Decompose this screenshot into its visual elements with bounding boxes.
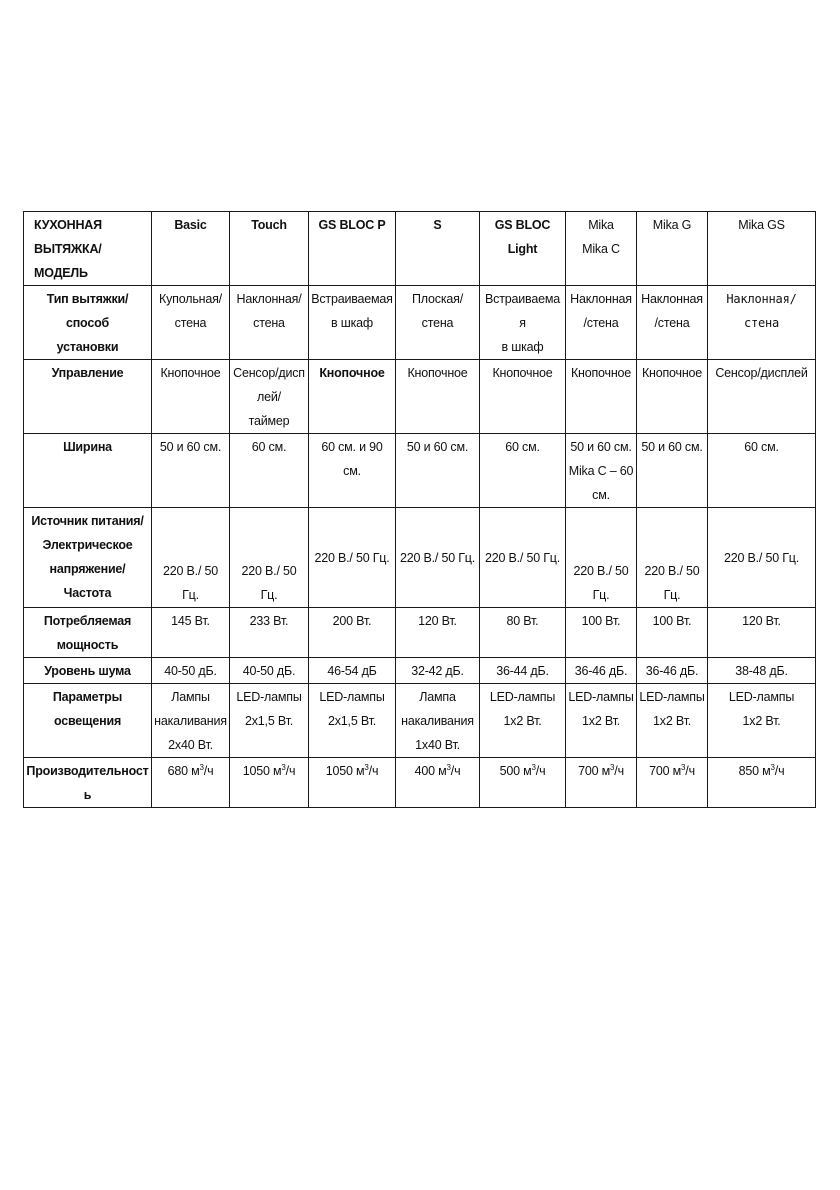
table-cell bbox=[566, 608, 637, 658]
table-cell bbox=[566, 758, 637, 808]
cell-line: Лампы bbox=[171, 690, 210, 704]
cell-line: 60 см. bbox=[251, 440, 287, 454]
unit-sup: 3 bbox=[364, 762, 369, 772]
cell-line: 1x2 Вт. bbox=[742, 714, 781, 728]
table-row bbox=[24, 286, 816, 360]
cell-line: 40-50 дБ. bbox=[164, 664, 217, 678]
table-cell bbox=[708, 684, 816, 758]
cell-line: 120 Вт. bbox=[742, 614, 781, 628]
cell-line: в шкаф bbox=[501, 340, 544, 354]
cell-line: стена bbox=[421, 316, 454, 330]
header-row bbox=[24, 212, 816, 286]
cell-line: стена bbox=[253, 316, 285, 330]
row-label: Электрическое bbox=[42, 538, 133, 552]
unit-tail: /ч bbox=[450, 764, 461, 778]
cell-line: таймер bbox=[248, 414, 290, 428]
cell-line: LED-лампы bbox=[639, 690, 705, 704]
cell-line: 1x40 Вт. bbox=[415, 738, 460, 752]
table-cell bbox=[396, 360, 480, 434]
row-label-cell bbox=[24, 508, 152, 608]
table-cell bbox=[708, 360, 816, 434]
row-label-cell bbox=[24, 286, 152, 360]
unit-tail: /ч bbox=[774, 764, 785, 778]
model-header-cell bbox=[480, 212, 566, 286]
unit-tail: /ч bbox=[285, 764, 296, 778]
table-cell bbox=[152, 286, 230, 360]
cell-line: 220 В./ 50 Гц. bbox=[399, 551, 476, 565]
cell-line: 100 Вт. bbox=[652, 614, 692, 628]
cell-line: 220 В./ 50 bbox=[573, 564, 629, 578]
table-cell bbox=[480, 684, 566, 758]
table-cell bbox=[480, 758, 566, 808]
cell-line: 200 Вт. bbox=[332, 614, 372, 628]
cell-line: 40-50 дБ. bbox=[242, 664, 296, 678]
cell-line: 220 В./ 50 bbox=[644, 564, 700, 578]
cell-value: 850 м bbox=[738, 764, 771, 778]
cell-value: 1050 м bbox=[242, 764, 282, 778]
cell-line: Лампа bbox=[419, 690, 456, 704]
table-cell bbox=[309, 758, 396, 808]
cell-line: 60 см. bbox=[505, 440, 540, 454]
table-cell bbox=[396, 758, 480, 808]
table-row bbox=[24, 608, 816, 658]
cell-line: Кнопочное bbox=[160, 366, 221, 380]
row-label: напряжение/ bbox=[49, 562, 126, 576]
row-label: Тип вытяжки/способ bbox=[46, 292, 129, 330]
table-cell bbox=[309, 360, 396, 434]
model-name: Mika bbox=[588, 218, 614, 232]
table-cell bbox=[152, 658, 230, 684]
cell-line: Наклонная bbox=[570, 292, 632, 306]
table-cell bbox=[230, 508, 309, 608]
table-cell bbox=[309, 434, 396, 508]
cell-line: 2x40 Вт. bbox=[168, 738, 213, 752]
cell-value: 1050 м bbox=[325, 764, 365, 778]
spec-table bbox=[23, 211, 816, 808]
model-header-cell bbox=[230, 212, 309, 286]
model-header-cell bbox=[637, 212, 708, 286]
cell-line: LED-лампы bbox=[728, 690, 795, 704]
row-label: Частота bbox=[63, 586, 112, 600]
cell-line: 36-46 дБ. bbox=[574, 664, 628, 678]
unit-sup: 3 bbox=[281, 762, 286, 772]
cell-line: см. bbox=[592, 488, 610, 502]
cell-line: 50 и 60 см. bbox=[406, 440, 469, 454]
unit-sup: 3 bbox=[199, 762, 204, 772]
cell-value: 680 м bbox=[167, 764, 200, 778]
cell-line: стена bbox=[174, 316, 207, 330]
table-cell bbox=[396, 508, 480, 608]
cell-line: 1x2 Вт. bbox=[582, 714, 620, 728]
model-name: GS BLOC Light bbox=[494, 218, 551, 256]
model-name: Mika G bbox=[652, 218, 692, 232]
cell-line: Кнопочное bbox=[319, 366, 385, 380]
cell-line: 220 В./ 50 Гц. bbox=[484, 551, 561, 565]
table-cell bbox=[708, 434, 816, 508]
table-cell bbox=[566, 684, 637, 758]
cell-value: 700 м bbox=[578, 764, 611, 778]
table-cell bbox=[396, 286, 480, 360]
model-name: Mika C bbox=[582, 242, 620, 256]
table-cell bbox=[152, 608, 230, 658]
cell-line: Купольная/ bbox=[159, 292, 222, 306]
table-row bbox=[24, 758, 816, 808]
cell-line: Сенсор/дисп bbox=[233, 366, 305, 380]
cell-line: 60 см. bbox=[744, 440, 779, 454]
table-cell bbox=[309, 608, 396, 658]
cell-line: 1x2 Вт. bbox=[503, 714, 542, 728]
header-label-line: ВЫТЯЖКА/МОДЕЛЬ bbox=[34, 242, 102, 280]
table-cell bbox=[152, 758, 230, 808]
cell-line: 233 Вт. bbox=[249, 614, 289, 628]
table-cell bbox=[152, 434, 230, 508]
table-row bbox=[24, 360, 816, 434]
unit-tail: /ч bbox=[368, 764, 379, 778]
table-cell bbox=[566, 508, 637, 608]
cell-line: 220 В./ 50 bbox=[241, 564, 297, 578]
table-cell bbox=[309, 508, 396, 608]
cell-line: Встраиваемая bbox=[311, 292, 393, 306]
table-cell bbox=[708, 508, 816, 608]
cell-line: 50 и 60 см. bbox=[641, 440, 703, 454]
table-cell bbox=[480, 608, 566, 658]
row-label-cell bbox=[24, 360, 152, 434]
table-row bbox=[24, 684, 816, 758]
row-label: Производительность bbox=[26, 764, 149, 802]
table-cell bbox=[309, 286, 396, 360]
table-cell bbox=[152, 508, 230, 608]
cell-line: 220 В./ 50 Гц. bbox=[314, 551, 390, 565]
table-cell bbox=[480, 658, 566, 684]
cell-line: в шкаф bbox=[331, 316, 373, 330]
table-cell bbox=[230, 286, 309, 360]
cell-line: 100 Вт. bbox=[581, 614, 621, 628]
cell-line: Кнопочное bbox=[492, 366, 553, 380]
table-cell bbox=[396, 434, 480, 508]
cell-line: 220 В./ 50 Гц. bbox=[723, 551, 800, 565]
model-name: Basic bbox=[174, 218, 207, 232]
table-cell bbox=[230, 360, 309, 434]
table-cell bbox=[566, 286, 637, 360]
table-cell bbox=[230, 684, 309, 758]
table-cell bbox=[152, 360, 230, 434]
row-label-cell bbox=[24, 434, 152, 508]
cell-line: накаливания bbox=[401, 714, 474, 728]
unit-tail: /ч bbox=[614, 764, 624, 778]
table-cell bbox=[396, 684, 480, 758]
cell-line: 2x1,5 Вт. bbox=[328, 714, 376, 728]
table-row bbox=[24, 508, 816, 608]
cell-line: Наклонная/ bbox=[236, 292, 302, 306]
cell-line: 36-44 дБ. bbox=[496, 664, 549, 678]
cell-value: 700 м bbox=[649, 764, 682, 778]
cell-line: 2x1,5 Вт. bbox=[245, 714, 293, 728]
table-cell bbox=[480, 360, 566, 434]
cell-line: Гц. bbox=[260, 588, 278, 602]
cell-line: Кнопочное bbox=[641, 366, 703, 380]
cell-line: 1x2 Вт. bbox=[653, 714, 691, 728]
cell-line: LED-лампы bbox=[319, 690, 385, 704]
header-label-line: КУХОННАЯ bbox=[34, 218, 102, 232]
table-cell bbox=[637, 508, 708, 608]
table-cell bbox=[396, 608, 480, 658]
table-cell bbox=[230, 658, 309, 684]
table-cell bbox=[637, 684, 708, 758]
cell-value: 400 м bbox=[414, 764, 447, 778]
row-label: Источник питания/ bbox=[31, 514, 144, 528]
table-cell bbox=[396, 658, 480, 684]
cell-line: 32-42 дБ. bbox=[411, 664, 464, 678]
model-header-cell bbox=[152, 212, 230, 286]
cell-line: Mika C – 60 bbox=[568, 464, 634, 478]
cell-line: 50 и 60 см. bbox=[159, 440, 222, 454]
table-cell bbox=[708, 758, 816, 808]
model-header-cell bbox=[309, 212, 396, 286]
cell-line: Сенсор/дисплей bbox=[715, 366, 808, 380]
model-name: S bbox=[433, 218, 442, 232]
cell-line: 46-54 дБ bbox=[327, 664, 377, 678]
table-cell bbox=[480, 434, 566, 508]
cell-line: Гц. bbox=[182, 588, 199, 602]
unit-sup: 3 bbox=[681, 762, 686, 772]
cell-line: 36-46 дБ. bbox=[645, 664, 699, 678]
cell-line: LED-лампы bbox=[568, 690, 634, 704]
unit-sup: 3 bbox=[610, 762, 615, 772]
cell-line: 50 и 60 см. bbox=[570, 440, 632, 454]
cell-line: накаливания bbox=[154, 714, 227, 728]
cell-line: 80 Вт. bbox=[506, 614, 539, 628]
row-label: мощность bbox=[56, 638, 119, 652]
model-header-cell bbox=[566, 212, 637, 286]
table-row bbox=[24, 434, 816, 508]
table-cell bbox=[637, 658, 708, 684]
table-cell bbox=[637, 360, 708, 434]
row-label: установки bbox=[56, 340, 119, 354]
cell-line: Встраиваемая bbox=[485, 292, 560, 330]
table-cell bbox=[309, 684, 396, 758]
table-cell bbox=[637, 434, 708, 508]
cell-line: Наклонная/стена bbox=[726, 292, 797, 330]
header-label-cell bbox=[24, 212, 152, 286]
unit-sup: 3 bbox=[770, 762, 775, 772]
cell-value: 500 м bbox=[499, 764, 532, 778]
table-cell bbox=[708, 286, 816, 360]
row-label: Управление bbox=[51, 366, 124, 380]
cell-line: Гц. bbox=[592, 588, 610, 602]
model-name: GS BLOC P bbox=[318, 218, 386, 232]
row-label: Параметры bbox=[52, 690, 123, 704]
row-label: Потребляемая bbox=[43, 614, 132, 628]
cell-line: LED-лампы bbox=[236, 690, 302, 704]
cell-line: Гц. bbox=[663, 588, 681, 602]
unit-sup: 3 bbox=[446, 762, 451, 772]
table-cell bbox=[480, 286, 566, 360]
table-cell bbox=[480, 508, 566, 608]
table-cell bbox=[230, 758, 309, 808]
cell-line: 145 Вт. bbox=[171, 614, 210, 628]
table-cell bbox=[230, 608, 309, 658]
table-cell bbox=[566, 434, 637, 508]
table-cell bbox=[309, 658, 396, 684]
unit-sup: 3 bbox=[531, 762, 536, 772]
cell-line: лей/ bbox=[257, 390, 281, 404]
model-name: Touch bbox=[251, 218, 287, 232]
cell-line: /стена bbox=[654, 316, 690, 330]
cell-line: 220 В./ 50 bbox=[163, 564, 218, 578]
table-cell bbox=[566, 658, 637, 684]
row-label-cell bbox=[24, 608, 152, 658]
cell-line: 38-48 дБ. bbox=[735, 664, 788, 678]
table-cell bbox=[152, 684, 230, 758]
table-cell bbox=[708, 608, 816, 658]
cell-line: Наклонная bbox=[641, 292, 703, 306]
row-label: Уровень шума bbox=[44, 664, 131, 678]
unit-tail: /ч bbox=[203, 764, 214, 778]
table-cell bbox=[566, 360, 637, 434]
row-label-cell bbox=[24, 684, 152, 758]
table-row bbox=[24, 658, 816, 684]
table-cell bbox=[637, 608, 708, 658]
table-cell bbox=[637, 758, 708, 808]
cell-line: Кнопочное bbox=[407, 366, 468, 380]
cell-line: 60 см. и 90 см. bbox=[321, 440, 383, 478]
row-label-cell bbox=[24, 758, 152, 808]
row-label: Ширина bbox=[63, 440, 112, 454]
cell-line: Плоская/ bbox=[412, 292, 463, 306]
table-cell bbox=[230, 434, 309, 508]
table-cell bbox=[637, 286, 708, 360]
cell-line: /стена bbox=[583, 316, 619, 330]
cell-line: Кнопочное bbox=[570, 366, 632, 380]
table-cell bbox=[708, 658, 816, 684]
cell-line: 120 Вт. bbox=[418, 614, 457, 628]
model-name: Mika GS bbox=[738, 218, 785, 232]
cell-line: LED-лампы bbox=[489, 690, 556, 704]
row-label: освещения bbox=[53, 714, 122, 728]
row-label-cell bbox=[24, 658, 152, 684]
model-header-cell bbox=[396, 212, 480, 286]
model-header-cell bbox=[708, 212, 816, 286]
unit-tail: /ч bbox=[685, 764, 695, 778]
unit-tail: /ч bbox=[535, 764, 546, 778]
